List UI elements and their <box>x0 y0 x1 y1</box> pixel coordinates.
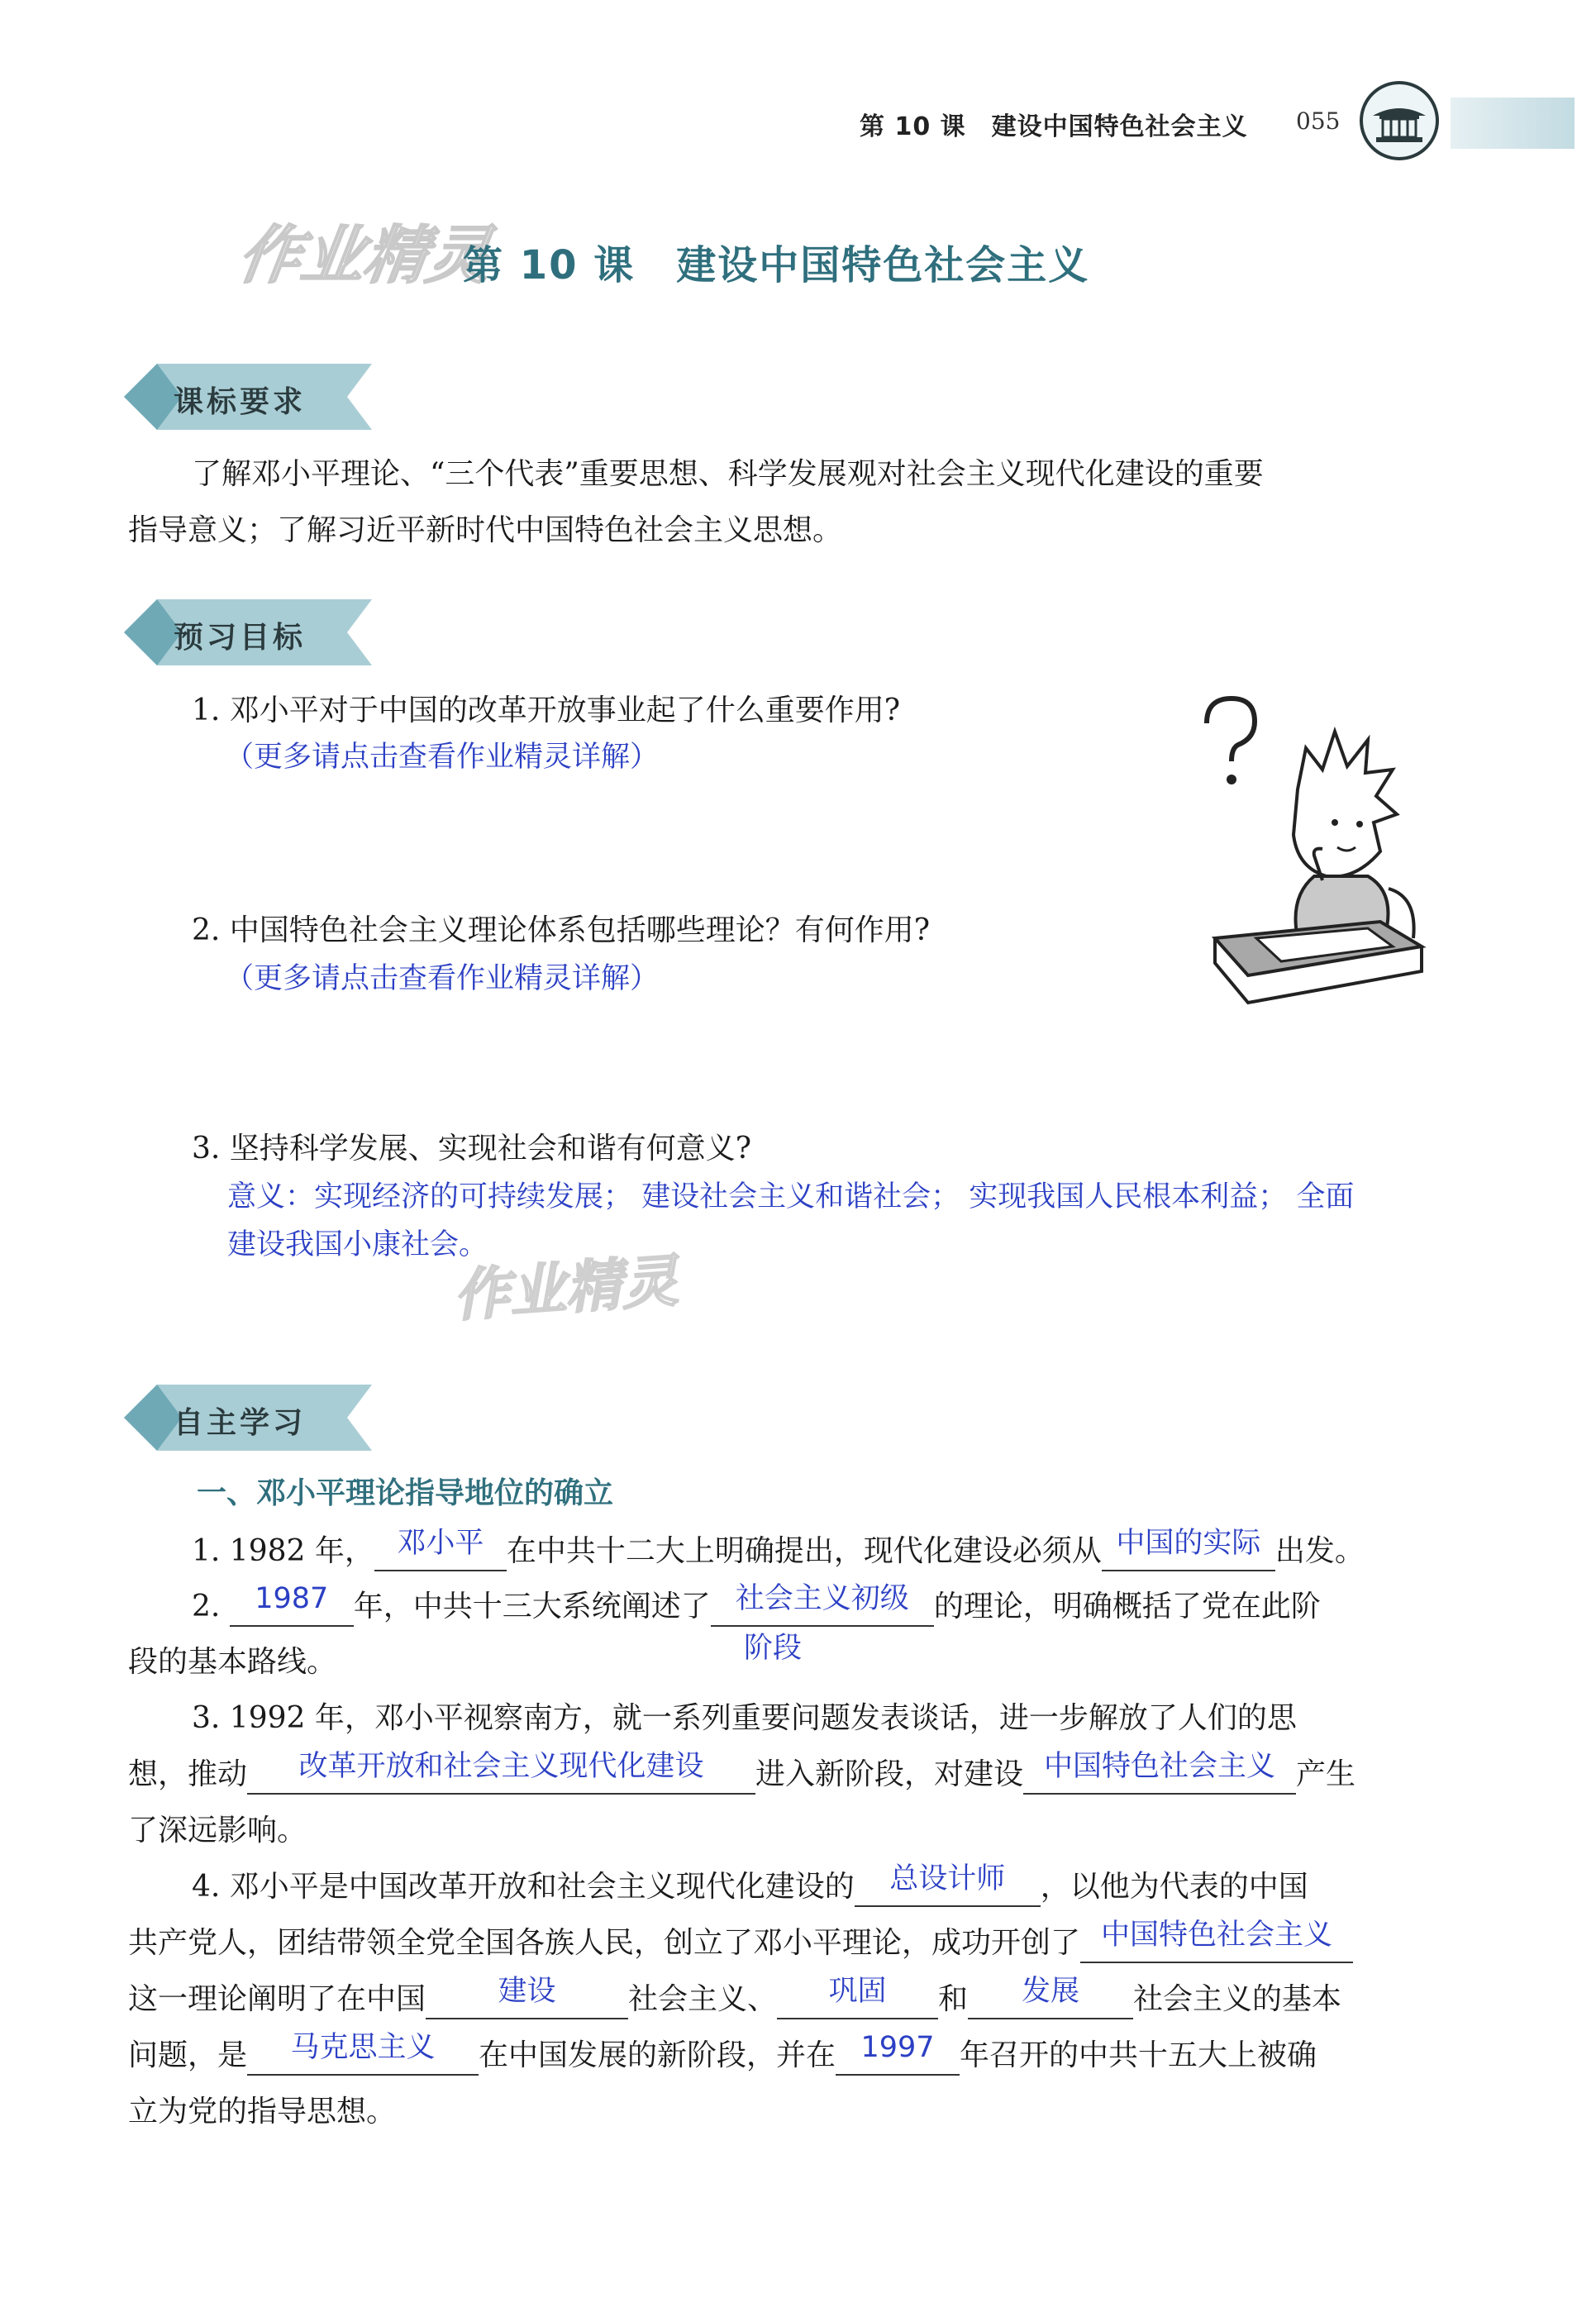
detail-link[interactable]: （更多请点击查看作业精灵详解） <box>225 741 660 774</box>
answer-blank[interactable]: 1987 <box>230 1589 354 1627</box>
fill-item-3-cont: 想，推动 改革开放和社会主义现代化建设 进入新阶段，对建设 中国特色社会主义 产生 <box>128 1751 1355 1795</box>
answer-blank[interactable]: 1997 <box>836 2038 960 2076</box>
fill-item-4-cont: 问题，是 马克思主义 在中国发展的新阶段，并在 1997 年召开的中共十五大上被确 <box>128 2032 1317 2076</box>
answer-blank[interactable]: 改革开放和社会主义现代化建设 <box>247 1757 755 1795</box>
section-badge-self-study: 自主学习 <box>124 1385 372 1451</box>
answer-text: 阶段 <box>744 1632 803 1665</box>
answer-blank[interactable]: 中国特色社会主义 <box>1023 1757 1296 1795</box>
answer-blank[interactable]: 巩固 <box>777 1981 938 2019</box>
answer-text: 意义：实现经济的可持续发展； 建设社会主义和谐社会； 实现我国人民根本利益； 全面 <box>227 1180 1355 1213</box>
fill-item-1: 1. 1982 年， 邓小平 在中共十二大上明确提出，现代化建设必须从 中国的实际 出发。 <box>192 1528 1365 1571</box>
answer-blank[interactable]: 建设 <box>426 1981 628 2019</box>
watermark-logo: 作业精灵 <box>450 1248 680 1330</box>
detail-link[interactable]: （更多请点击查看作业精灵详解） <box>225 962 660 995</box>
page-number: 055 <box>1296 107 1341 135</box>
requirements-text: 指导意义；了解习近平新时代中国特色社会主义思想。 <box>128 513 843 547</box>
fill-item-4-cont: 共产党人，团结带领全党全国各族人民，创立了邓小平理论，成功开创了 中国特色社会主义 <box>128 1919 1353 1963</box>
fill-item-3: 3. 1992 年，邓小平视察南方，就一系列重要问题发表谈话，进一步解放了人们的思 <box>192 1701 1297 1735</box>
requirements-text: 了解邓小平理论、“三个代表”重要思想、科学发展观对社会主义现代化建设的重要 <box>192 457 1264 491</box>
answer-blank[interactable]: 邓小平 <box>374 1533 507 1571</box>
fill-item-2: 2. 1987 年，中共十三大系统阐述了 社会主义初级 的理论，明确概括了党在此阶 <box>192 1583 1321 1627</box>
fill-item-2-cont: 段的基本路线。 <box>128 1645 337 1679</box>
fill-item-4-cont: 这一理论阐明了在中国 建设 社会主义、 巩固 和 发展 社会主义的基本 <box>128 1976 1341 2019</box>
answer-text: 建设我国小康社会。 <box>227 1228 488 1261</box>
thinking-student-illustration <box>1190 690 1430 1029</box>
answer-blank[interactable]: 中国特色社会主义 <box>1080 1925 1353 1963</box>
section-badge-requirements: 课标要求 <box>124 364 372 430</box>
question-1: 1. 邓小平对于中国的改革开放事业起了什么重要作用? <box>192 694 901 727</box>
answer-blank[interactable]: 马克思主义 <box>247 2038 479 2076</box>
header-band <box>1451 98 1575 149</box>
subsection-heading: 一、邓小平理论指导地位的确立 <box>197 1476 614 1510</box>
section-badge-preview: 预习目标 <box>124 599 372 665</box>
answer-blank[interactable]: 社会主义初级 <box>711 1589 934 1627</box>
question-2: 2. 中国特色社会主义理论体系包括哪些理论？有何作用? <box>192 913 931 947</box>
fill-item-4-cont: 立为党的指导思想。 <box>128 2095 397 2129</box>
answer-blank[interactable]: 总设计师 <box>855 1869 1041 1907</box>
fill-item-4: 4. 邓小平是中国改革开放和社会主义现代化建设的 总设计师 ，以他为代表的中国 <box>192 1863 1308 1907</box>
question-3: 3. 坚持科学发展、实现社会和谐有何意义? <box>192 1132 752 1166</box>
building-emblem-icon <box>1358 79 1441 162</box>
page-title: 第 10 课 建设中国特色社会主义 <box>463 242 1090 288</box>
fill-item-3-cont: 了深远影响。 <box>128 1814 307 1847</box>
answer-blank[interactable]: 中国的实际 <box>1102 1533 1275 1571</box>
running-header: 第 10 课 建设中国特色社会主义 <box>860 112 1248 141</box>
answer-blank[interactable]: 发展 <box>968 1981 1133 2019</box>
watermark-logo: 作业精灵 <box>233 218 496 292</box>
